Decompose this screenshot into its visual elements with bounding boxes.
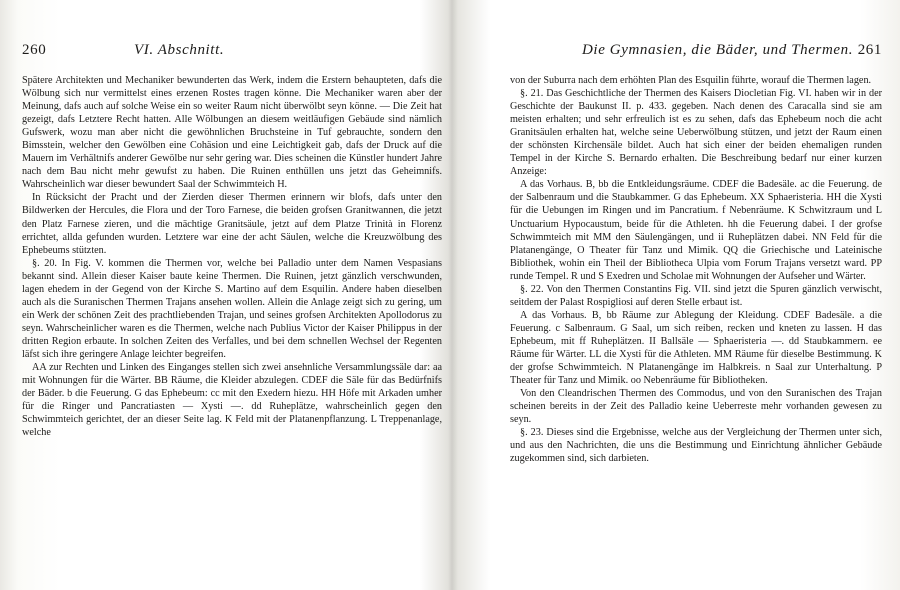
- paragraph: AA zur Rechten und Linken des Einganges stellen sich zwei ansehnliche Versammlungssäle dar: aa mit Wohnungen für die Wärter. BB Räume, die Kleider abzulegen. CDEF die Säle für das Bedürfnifs der Bäder. b die Feuerung. G das Ephebeum: cc mit den Exedern hiezu. HH Höfe mit Arkaden umher für die Ringer und Pancratiasten — Xysti —. dd Ruheplätze, wahrscheinlich gegen den Schwimmteich gerichtet, der an dieser Seite lag. K Feld mit der Platanenpflanzung. L Treppenanlage, welche: [22, 362, 442, 439]
- left-page-body: [22, 74, 442, 439]
- left-page-number: 260: [22, 42, 47, 58]
- paragraph: §. 22. Von den Thermen Constantins Fig. VII. sind jetzt die Spuren gänzlich verwischt, seitdem der Palast Rospigliosi auf deren Stelle erbaut ist.: [510, 283, 882, 308]
- paragraph: §. 21. Das Geschichtliche der Thermen des Kaisers Diocletian Fig. VI. haben wir in der Geschichte der Baukunst II. p. 433. gegeben. Nach denen des Caracalla sind sie am meisten erhalten; und sehr erfreulich ist es zu sehen, dafs das Ephebeum noch die acht Granitsäulen erhalten hat, welche seine Ueberwölbung stützen, und jetzt der Raum einen der schönsten Kirchensäle bildet. Auch hat sich einer der beiden ehemaligen runden Tempel in der Kirche S. Bernardo erhalten. Die Beschreibung bedarf nur einer kurzen Anzeige:: [510, 88, 882, 178]
- right-page-header: [510, 42, 882, 64]
- left-page-header: [22, 42, 442, 64]
- paragraph: §. 23. Dieses sind die Ergebnisse, welche aus der Vergleichung der Thermen unter sich, und aus den Nachrichten, die uns die Bestimmung und Einrichtung ähnlicher Gebäude zugekommen sind, sich darbieten.: [510, 427, 882, 465]
- left-running-head: VI. Abschnitt.: [134, 42, 225, 58]
- paragraph: Von den Cleandrischen Thermen des Commodus, und von den Suranischen des Trajan scheinen bereits in der Zeit des Palladio keine Ueberreste mehr vorhanden gewesen zu seyn.: [510, 388, 882, 426]
- paragraph: von der Suburra nach dem erhöhten Plan des Esquilin führte, worauf die Thermen lagen.: [510, 75, 872, 86]
- right-running-head: Die Gymnasien, die Bäder, und Thermen.: [582, 42, 854, 58]
- paragraph: A das Vorhaus. B, bb Räume zur Ablegung der Kleidung. CDEF Badesäle. a die Feuerung. c Salbenraum. G Saal, um sich reiben, recken und kneten zu lassen. H das Ephebeum, mit ff Ruheplätzen. II Ballsäle — Sphaeristeria —. dd Staubkammern. ee Räume für Wärter. LL die Xysti für die Athleten. MM Räume für dieselbe Bestimmung. K der grofse Schwimmteich. N Platanengänge im Halbkreis. n Saal zur Unterhaltung. P Theater für Tanz und Mimik. oo Nebenräume für Bibliotheken.: [510, 309, 882, 387]
- paragraph: Spätere Architekten und Mechaniker bewunderten das Werk, indem die Erstern behaupteten, dafs die Wölbung sich nur vermittelst eines erzenen Rostes tragen könne. Die Mechaniker waren aber der Meinung, dafs auch auf solche Weise ein so weiter Raum nicht überwölbt seyn könne. — Die Zeit hat gezeigt, dafs Letztere Recht hatten. Alle Wölbungen an diesem weitläufigen Gebäude sind nämlich Gufswerk, wozu man aber nicht die gewöhnlichen Bruchsteine in Tuf gebrauchte, sondern den Bimsstein, welcher den Gewölben eine Cohäsion und eine Leichtigkeit gab, dafs der Druck auf die Mauern im Verhältnifs anderer Gewölbe nur sehr gering war. Dies scheinen die Künstler hundert Jahre nach dem Bau nicht mehr gewufst zu haben. Die Ruinen enthüllen uns jetzt das Geheimnifs. Wahrscheinlich war dieser bewundert Saal der Schwimmteich H.: [22, 75, 442, 191]
- paragraph: In Rücksicht der Pracht und der Zierden dieser Thermen erinnern wir blofs, dafs unter den Bildwerken der Hercules, die Flora und der Toro Farnese, die beiden grofsen Granitwannen, die jetzt den Platz Farnese zieren, und die mächtige Granitsäule, jetzt auf dem Platze Trinità in Florenz errichtet, allda gefunden wurden. Letztere war eine der acht Säulen, welche die Kreuzwölbung des Ephebeums stützten.: [22, 192, 442, 256]
- right-page: [510, 0, 882, 590]
- paragraph: A das Vorhaus. B, bb die Entkleidungsräume. CDEF die Badesäle. ac die Feuerung. de der Salbenraum und die Staubkammer. G das Ephebeum. XX Sphaeristeria. HH die Xysti für die Uebungen im Ringen und im Pancratium. f Nebenräume. K Schwitzraum und L Unctuarium Hypocaustum, beide für die Athleten. hh die Feuerung dabei. I der grofse Schwimmteich mit MM den Säulengängen, und ii Ruheplätzen dabei. NN Feld für die Platanengänge, O Theater für Tanz und Mimik. QQ die Griechische und Lateinische Bibliothek, wohin ein Theil der Bibliotheca Ulpia vom Forum Trajans versetzt ward. PP runde Tempel. R und S Exedren und Scholae mit Wohnungen der Aufseher und Wärter.: [510, 179, 882, 282]
- right-page-number: 261: [857, 42, 882, 58]
- right-page-body: [510, 74, 882, 465]
- left-page: [22, 0, 442, 590]
- paragraph: §. 20. In Fig. V. kommen die Thermen vor, welche bei Palladio unter dem Namen Vespasians bekannt sind. Allein dieser Kaiser baute keine Thermen. Die Ruinen, jetzt gänzlich verschwunden, lagen ehedem in der Gegend von der Kirche S. Martino auf dem Esquilin. Andere haben dieselben auch als die Suranischen Thermen Trajans ansehen wollen. Allein die Anlage zeigt sich zu gering, um ein Werk der schönen Zeit des prachtliebenden Trajan, und seines grofsen Architekten Apollodorus zu seyn. Wahrscheinlicher waren es die Thermen, welche nach Publius Victor der Kaiser Philippus in der dritten Region erbaute. In solchen Zeiten des Verfalles, und bei dem schnellen Wechsel der Regenten läfst sich ihre geringere Anlage leichter begreifen.: [22, 257, 442, 360]
